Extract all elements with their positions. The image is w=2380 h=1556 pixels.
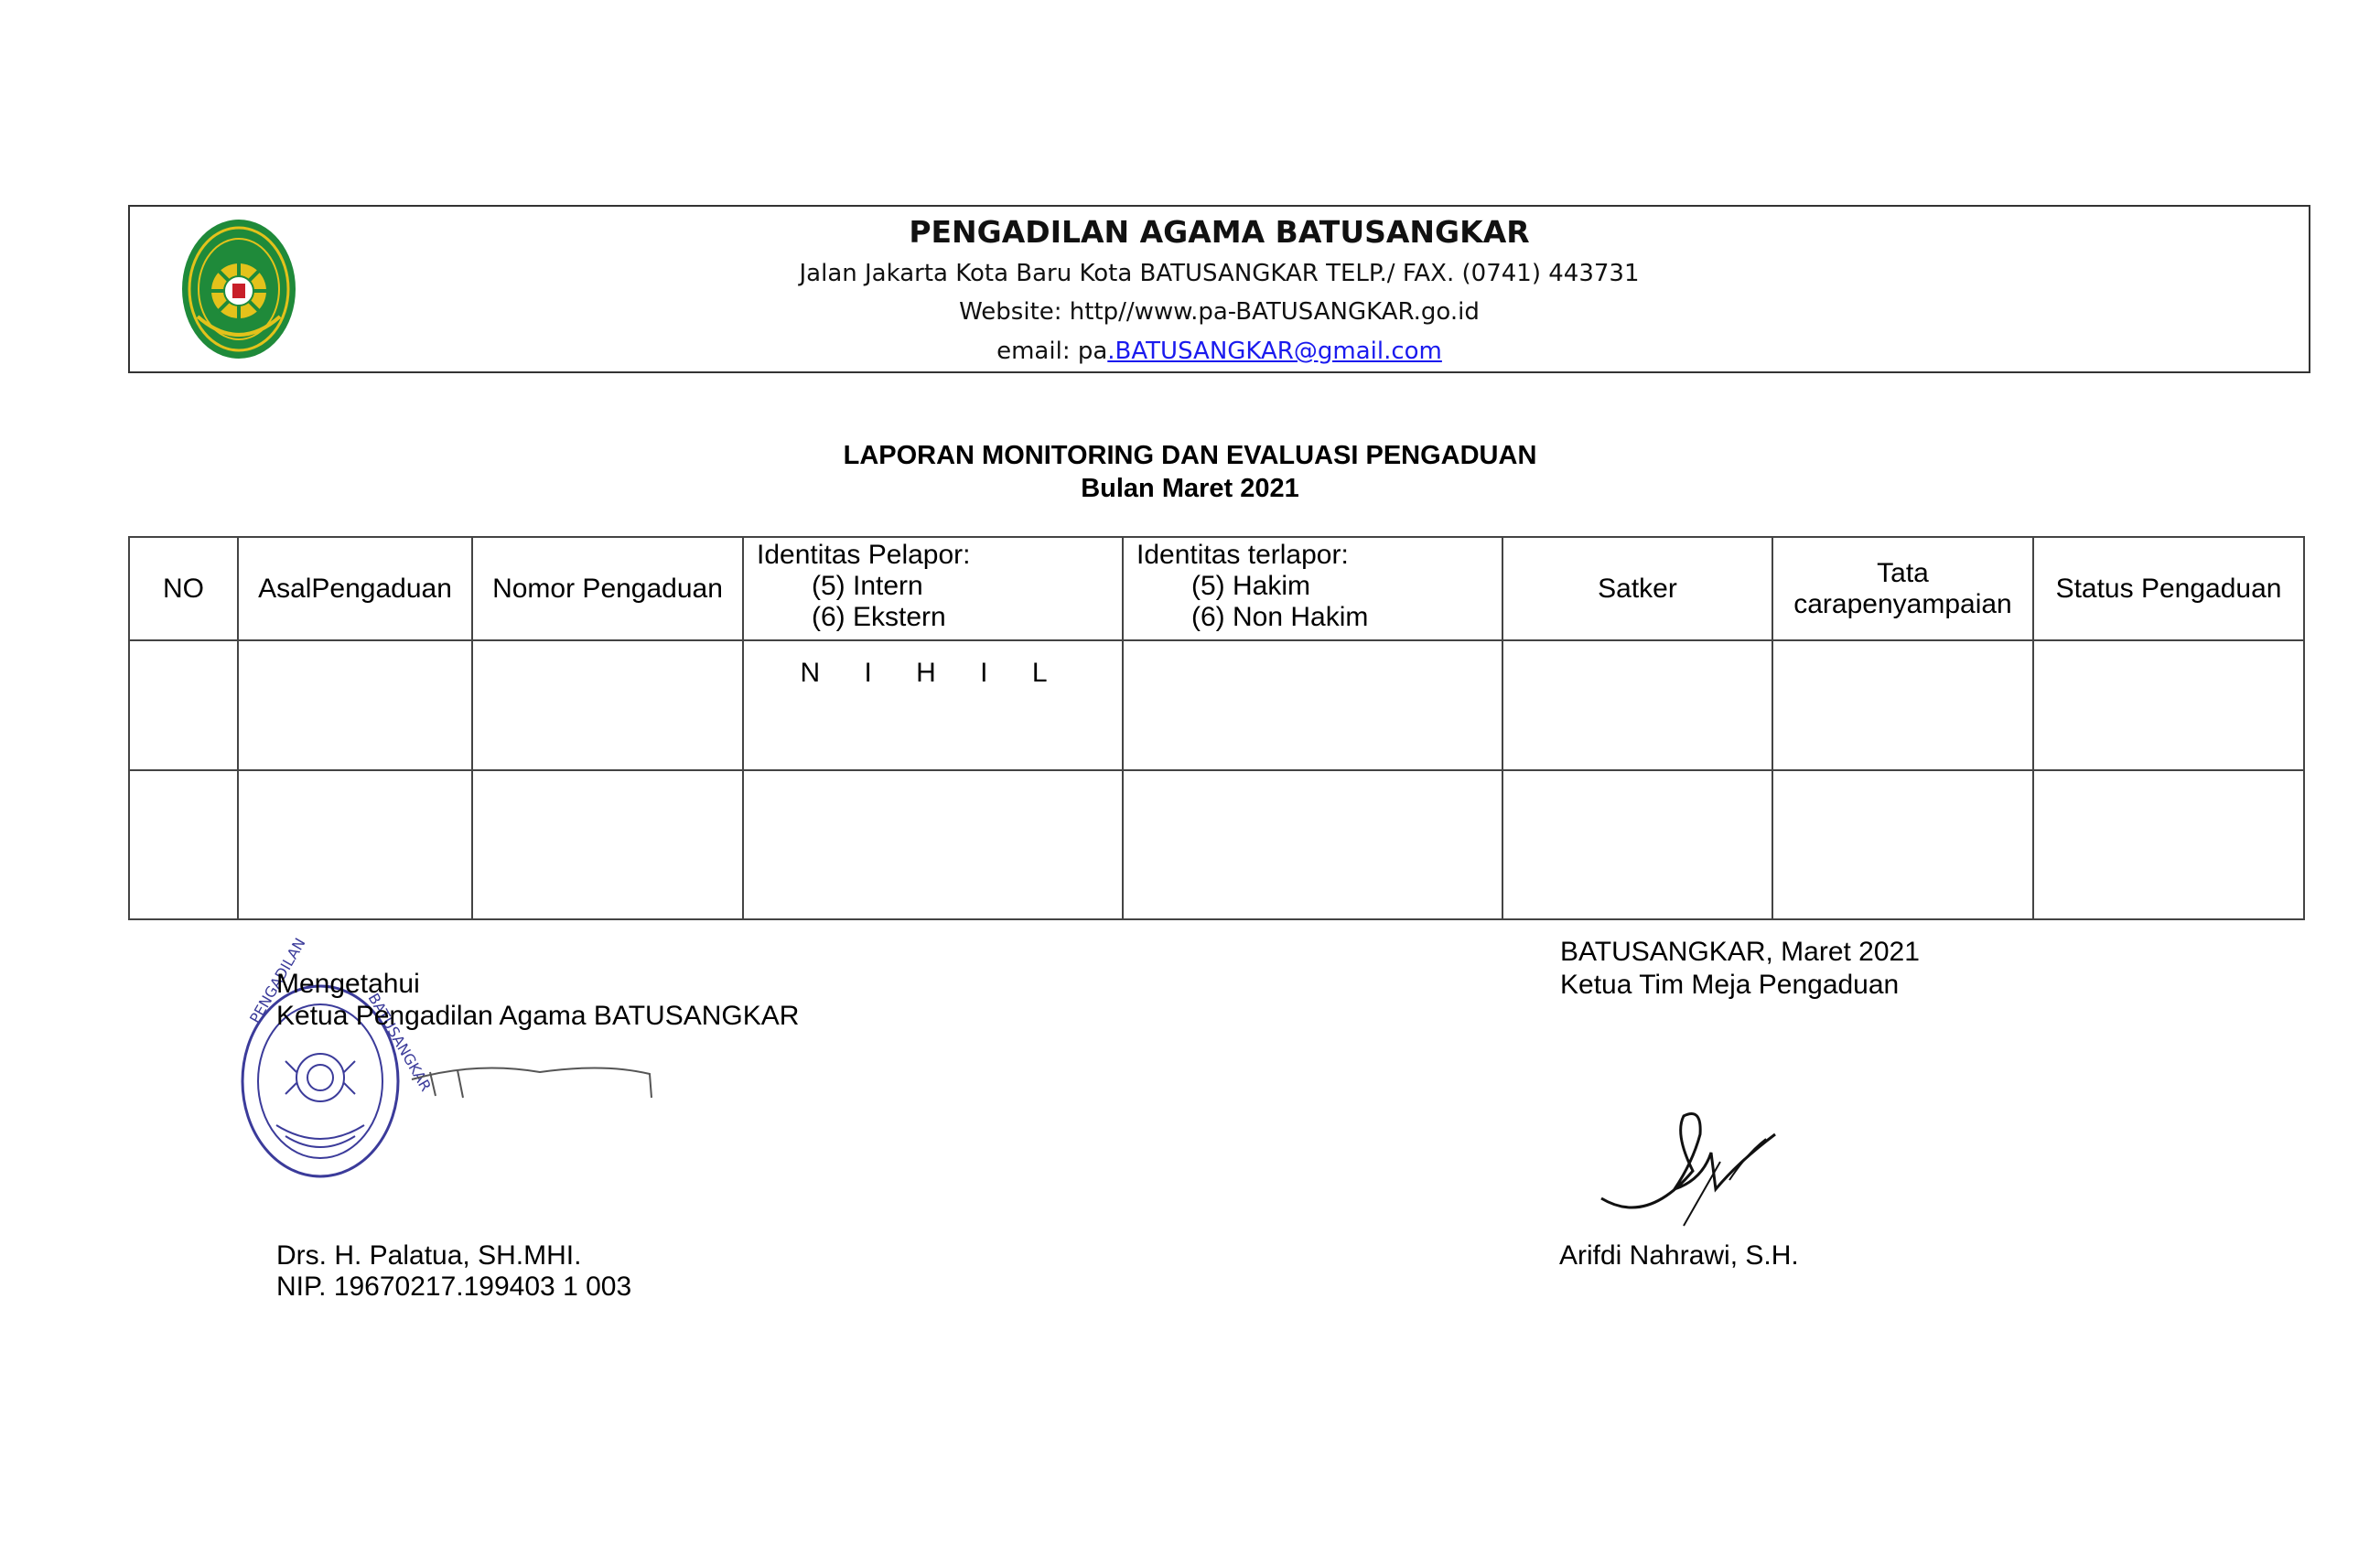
institution-website: Website: http//www.pa-BATUSANGKAR.go.id: [959, 298, 1480, 326]
pelapor-option-intern: (5) Intern: [812, 571, 923, 601]
table-row: [129, 770, 2304, 919]
institution-name: PENGADILAN AGAMA BATUSANGKAR: [909, 214, 1530, 250]
table-cell: [129, 770, 238, 919]
table-header-row: [129, 537, 2304, 640]
col-asal: AsalPengaduan: [238, 537, 472, 640]
pelapor-option-ekstern: (6) Ekstern: [812, 602, 946, 632]
right-sign-role: Ketua Tim Meja Pengaduan: [1560, 970, 1900, 1000]
col-identitas-pelapor: [743, 537, 1123, 640]
institution-address: Jalan Jakarta Kota Baru Kota BATUSANGKAR TELP./ FAX. (0741) 443731: [799, 260, 1640, 287]
table-cell: [1772, 770, 2033, 919]
table-cell: [743, 770, 1123, 919]
email-prefix: email: pa: [996, 338, 1108, 365]
table-cell: [1772, 640, 2033, 770]
nihil-text: N I H I L: [743, 640, 1123, 770]
table-cell: [1502, 640, 1772, 770]
signature-icon: [1592, 1098, 1784, 1235]
table-cell: [238, 640, 472, 770]
tata-line1: Tata: [1877, 557, 1929, 588]
signature-icon: [403, 1052, 659, 1107]
report-title: LAPORAN MONITORING DAN EVALUASI PENGADUAN: [843, 441, 1537, 470]
col-tata-cara: [1772, 537, 2033, 640]
complaints-table: [128, 536, 2305, 920]
table-row: [129, 640, 2304, 770]
table-cell: [1123, 770, 1502, 919]
table-cell: [238, 770, 472, 919]
report-subtitle: Bulan Maret 2021: [1081, 474, 1299, 503]
terlapor-option-hakim: (5) Hakim: [1191, 571, 1311, 601]
table-cell: [2033, 640, 2304, 770]
col-identitas-terlapor: [1123, 537, 1502, 640]
left-sign-name: Drs. H. Palatua, SH.MHI.: [276, 1240, 582, 1271]
terlapor-option-non-hakim: (6) Non Hakim: [1191, 602, 1369, 632]
col-status: Status Pengaduan: [2033, 537, 2304, 640]
left-sign-label: Mengetahui: [276, 969, 420, 999]
right-sign-name: Arifdi Nahrawi, S.H.: [1559, 1240, 1799, 1271]
institution-email: [130, 338, 2309, 365]
email-link[interactable]: .BATUSANGKAR@gmail.com: [1107, 338, 1442, 365]
svg-text:PENGADILAN: PENGADILAN: [246, 935, 309, 1026]
table-cell: [472, 770, 743, 919]
right-place-date: BATUSANGKAR, Maret 2021: [1560, 937, 1920, 967]
col-nomor: Nomor Pengaduan: [472, 537, 743, 640]
pelapor-title: Identitas Pelapor:: [757, 540, 971, 570]
tata-line2: carapenyampaian: [1793, 588, 2012, 619]
table-cell: [472, 640, 743, 770]
left-sign-nip: NIP. 19670217.199403 1 003: [276, 1272, 632, 1302]
table-cell: [2033, 770, 2304, 919]
terlapor-title: Identitas terlapor:: [1136, 540, 1349, 570]
svg-text:BATUSANGKAR: BATUSANGKAR: [364, 990, 436, 1095]
table-cell: [1123, 640, 1502, 770]
letterhead: [128, 205, 2310, 373]
table-cell: [1502, 770, 1772, 919]
table-cell: [129, 640, 238, 770]
col-satker: Satker: [1502, 537, 1772, 640]
left-sign-role: Ketua Pengadilan Agama BATUSANGKAR: [276, 1001, 800, 1031]
col-no: NO: [129, 537, 238, 640]
